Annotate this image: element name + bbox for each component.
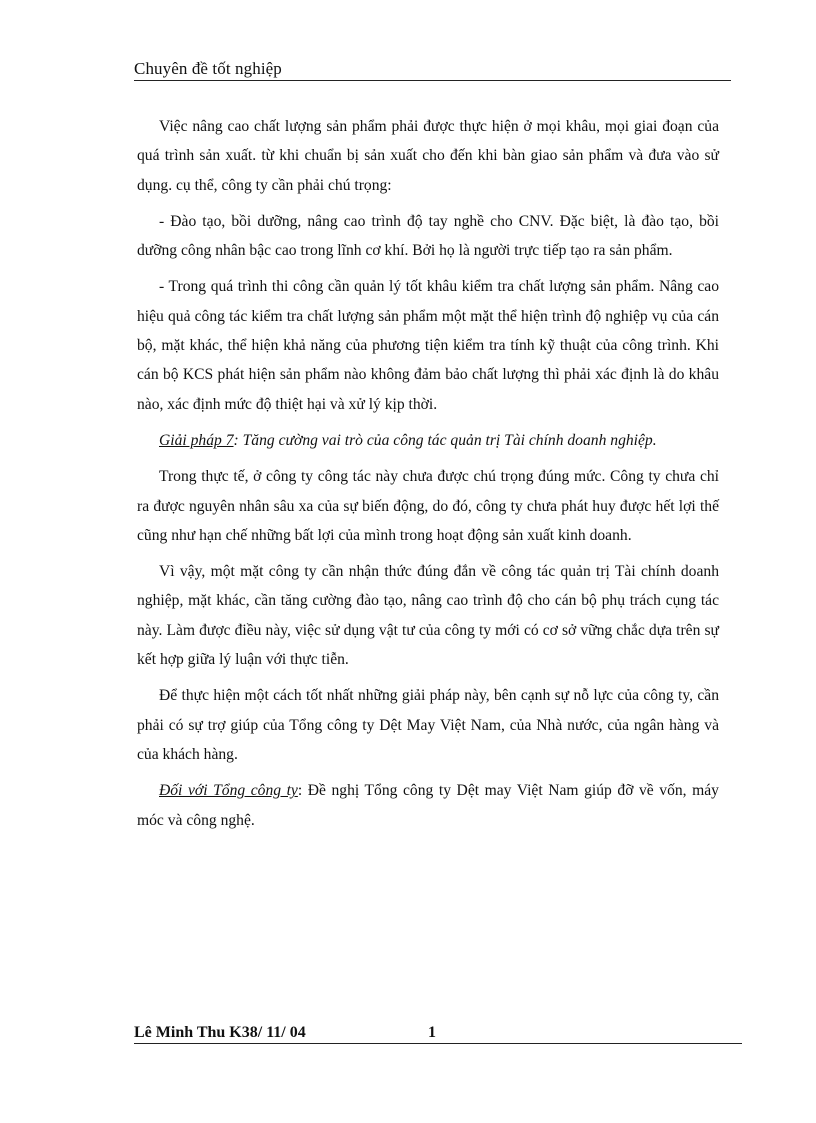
document-body xyxy=(137,112,719,842)
solution-label: Giải pháp 7 xyxy=(159,431,234,449)
paragraph-lead: Đối với Tổng công ty xyxy=(159,782,298,800)
solution-title: : Tăng cường vai trò của công tác quản trị Tài chính doanh nghiệp. xyxy=(233,431,657,449)
paragraph-rest: : Đề nghị Tổng công ty Dệt may Việt Nam giúp đỡ về vốn, máy móc và công nghệ. xyxy=(137,782,719,829)
paragraph: Việc nâng cao chất lượng sản phẩm phải được thực hiện ở mọi khâu, mọi giai đoạn của quá trình sản xuất. từ khi chuẩn bị sản xuất cho đến khi bàn giao sản phẩm và đưa vào sử dụng. cụ thể, công ty cần phải chú trọng: xyxy=(137,118,719,194)
page-number: 1 xyxy=(428,1024,436,1041)
footer-author: Lê Minh Thu K38/ 11/ 04 xyxy=(134,1024,306,1041)
paragraph: Vì vậy, một mặt công ty cần nhận thức đúng đắn về công tác quản trị Tài chính doanh nghiệp, mặt khác, cần tăng cường đào tạo, nâng cao trình độ cho cán bộ phụ trách cụng tác này. Làm được điều này, việc sử dụng vật tư của công ty mới có cơ sở vững chắc dựa trên sự kết hợp giữa lý luận với thực tiễn. xyxy=(137,563,719,669)
header-title: Chuyên đề tốt nghiệp xyxy=(134,59,282,78)
page-footer xyxy=(134,1024,742,1044)
paragraph: - Đào tạo, bồi dưỡng, nâng cao trình độ tay nghề cho CNV. Đặc biệt, là đào tạo, bồi dưỡng công nhân bậc cao trong lĩnh cơ khí. Bởi họ là người trực tiếp tạo ra sản phẩm. xyxy=(137,212,719,260)
paragraph: - Trong quá trình thi công cần quản lý tốt khâu kiểm tra chất lượng sản phẩm. Nâng cao hiệu quả công tác kiểm tra chất lượng sản phẩm một mặt thể hiện trình độ nghiệp vụ của cán bộ, mặt khác, thể hiện khả năng của phương tiện kiểm tra tính kỹ thuật của công trình. Khi cán bộ KCS phát hiện sản phẩm nào không đảm bảo chất lượng thì phải xác định là do khâu nào, xác định mức độ thiệt hại và xử lý kịp thời. xyxy=(137,278,719,413)
paragraph: Trong thực tế, ở công ty công tác này chưa được chú trọng đúng mức. Công ty chưa chỉ ra được nguyên nhân sâu xa của sự biến động, do đó, công ty chưa phát huy được hết lợi thế cũng như hạn chế những bất lợi của mình trong hoạt động sản xuất kinh doanh. xyxy=(137,468,719,544)
paragraph xyxy=(137,776,719,835)
paragraph: Để thực hiện một cách tốt nhất những giải pháp này, bên cạnh sự nỗ lực của công ty, cần phải có sự trợ giúp của Tổng công ty Dệt May Việt Nam, của Nhà nước, của ngân hàng và của khách hàng. xyxy=(137,687,719,763)
solution-heading xyxy=(137,426,719,455)
page-header xyxy=(134,59,731,81)
